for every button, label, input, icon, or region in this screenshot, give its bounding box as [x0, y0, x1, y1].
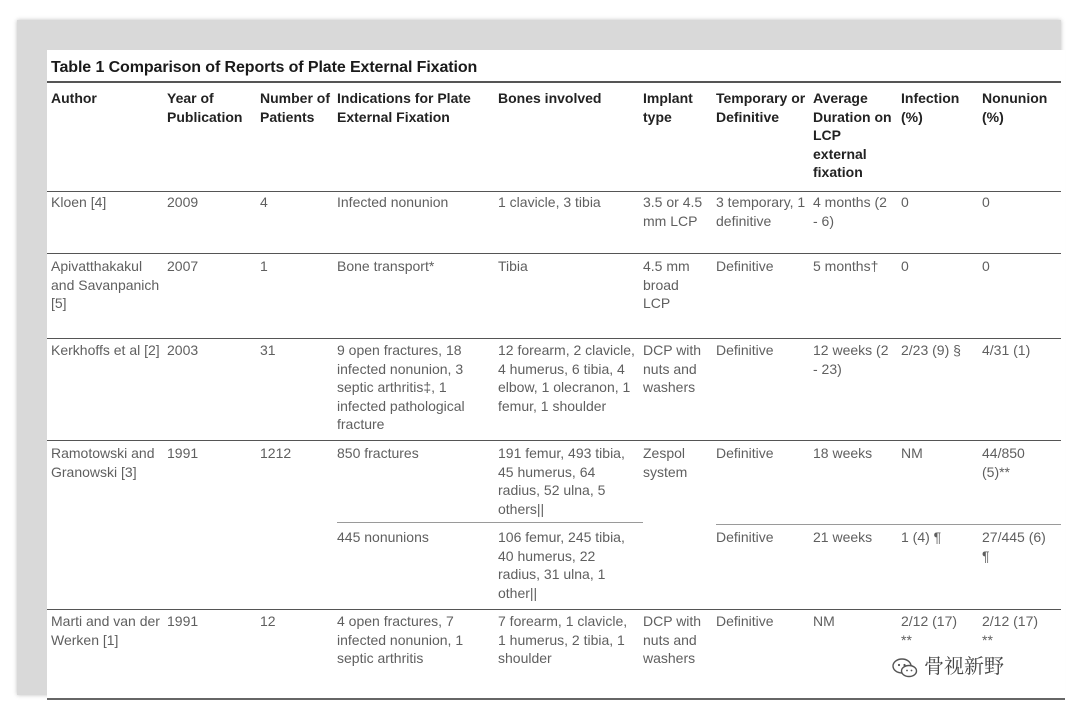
cell-infection: NM: [901, 445, 923, 461]
cell-bones: 191 femur, 493 tibia, 45 humerus, 64 radius, 52 ulna, 5 others||: [498, 445, 625, 517]
cell-duration: 4 months (2 - 6): [813, 194, 887, 229]
cell-indications: 9 open fractures, 18 infected nonunion, 3 septic arthritis‡, 1 infected pathological fracture: [337, 342, 465, 432]
cell-nonunion: 0: [982, 258, 990, 274]
cell-infection: 1 (4) ¶: [901, 529, 942, 545]
cell-year: 2009: [167, 194, 199, 210]
watermark: [892, 650, 1004, 679]
cell-duration: 12 weeks (2 - 23): [813, 342, 889, 377]
row-rule-4: [47, 609, 1061, 610]
table-title: Table 1 Comparison of Reports of Plate External Fixation: [51, 59, 478, 76]
cell-author: Kerkhoffs et al [2]: [51, 342, 160, 358]
cell-infection: 2/23 (9) §: [901, 342, 961, 358]
cell-implant: DCP with nuts and washers: [643, 613, 702, 666]
cell-bones: 12 forearm, 2 clavicle, 4 humerus, 6 tibia, 4 elbow, 1 olecranon, 1 femur, 1 shoulder: [498, 342, 635, 414]
header-author: Author: [51, 90, 97, 106]
cell-nonunion: 44/850 (5)**: [982, 445, 1025, 480]
cell-temporary: Definitive: [716, 445, 774, 461]
cell-infection: 0: [901, 258, 909, 274]
cell-patients: 31: [260, 342, 276, 358]
cell-infection: 0: [901, 194, 909, 210]
document-frame: [17, 20, 1061, 695]
watermark-text: 骨视新野: [924, 654, 1004, 678]
cell-patients: 1212: [260, 445, 292, 461]
cell-author: Marti and van der Werken [1]: [51, 613, 160, 648]
row-rule-2: [47, 338, 1061, 339]
table-card: [47, 50, 1065, 700]
cell-year: 2003: [167, 342, 199, 358]
row-rule-3: [47, 440, 1061, 441]
cell-indications: 4 open fractures, 7 infected nonunion, 1 septic arthritis: [337, 613, 464, 666]
cell-patients: 1: [260, 258, 268, 274]
cell-implant: 4.5 mm broad LCP: [643, 258, 690, 311]
header-rule: [47, 191, 1061, 192]
cell-indications: 445 nonunions: [337, 529, 429, 545]
cell-implant: 3.5 or 4.5 mm LCP: [643, 194, 703, 229]
header-infection: Infection (%): [901, 90, 960, 125]
cell-year: 2007: [167, 258, 199, 274]
header-bones: Bones involved: [498, 90, 602, 106]
cell-temporary: Definitive: [716, 258, 774, 274]
cell-bones: 106 femur, 245 tibia, 40 humerus, 22 radius, 31 ulna, 1 other||: [498, 529, 625, 601]
header-year: Year of Publication: [167, 90, 243, 125]
cell-nonunion: 2/12 (17) **: [982, 613, 1039, 648]
cell-bones: 7 forearm, 1 clavicle, 1 humerus, 2 tibia, 1 shoulder: [498, 613, 628, 666]
header-indications: Indications for Plate External Fixation: [337, 90, 471, 125]
header-implant: Implant type: [643, 90, 693, 125]
cell-indications: Bone transport*: [337, 258, 435, 274]
cell-temporary: Definitive: [716, 342, 774, 358]
bottom-rule: [47, 698, 1065, 700]
cell-temporary: 3 temporary, 1 definitive: [716, 194, 806, 229]
cell-author: Apivatthakakul and Savanpanich [5]: [51, 258, 160, 311]
cell-duration: 18 weeks: [813, 445, 873, 461]
cell-duration: NM: [813, 613, 835, 629]
cell-author: Kloen [4]: [51, 194, 107, 210]
wechat-icon: [892, 658, 918, 678]
cell-nonunion: 27/445 (6) ¶: [982, 529, 1046, 564]
cell-bones: Tibia: [498, 258, 528, 274]
header-temporary: Temporary or Definitive: [716, 90, 806, 125]
cell-nonunion: 0: [982, 194, 990, 210]
cell-temporary: Definitive: [716, 529, 774, 545]
header-nonunion: Nonunion (%): [982, 90, 1048, 125]
cell-year: 1991: [167, 445, 199, 461]
cell-temporary: Definitive: [716, 613, 774, 629]
subrow-rule-right: [716, 524, 1061, 525]
cell-duration: 5 months†: [813, 258, 879, 274]
cell-indications: Infected nonunion: [337, 194, 449, 210]
cell-patients: 12: [260, 613, 276, 629]
header-duration: Average Duration on LCP external fixation: [813, 90, 892, 180]
title-rule: [47, 81, 1061, 83]
cell-infection: 2/12 (17) **: [901, 613, 958, 648]
cell-duration: 21 weeks: [813, 529, 873, 545]
cell-bones: 1 clavicle, 3 tibia: [498, 194, 601, 210]
header-patients: Number of Patients: [260, 90, 330, 125]
cell-nonunion: 4/31 (1): [982, 342, 1031, 358]
cell-implant: DCP with nuts and washers: [643, 342, 702, 395]
subrow-rule-left: [337, 522, 643, 523]
cell-indications: 850 fractures: [337, 445, 419, 461]
cell-year: 1991: [167, 613, 199, 629]
cell-author: Ramotowski and Granowski [3]: [51, 445, 155, 480]
cell-implant: Zespol system: [643, 445, 688, 480]
cell-patients: 4: [260, 194, 268, 210]
row-rule-1: [47, 253, 1061, 254]
